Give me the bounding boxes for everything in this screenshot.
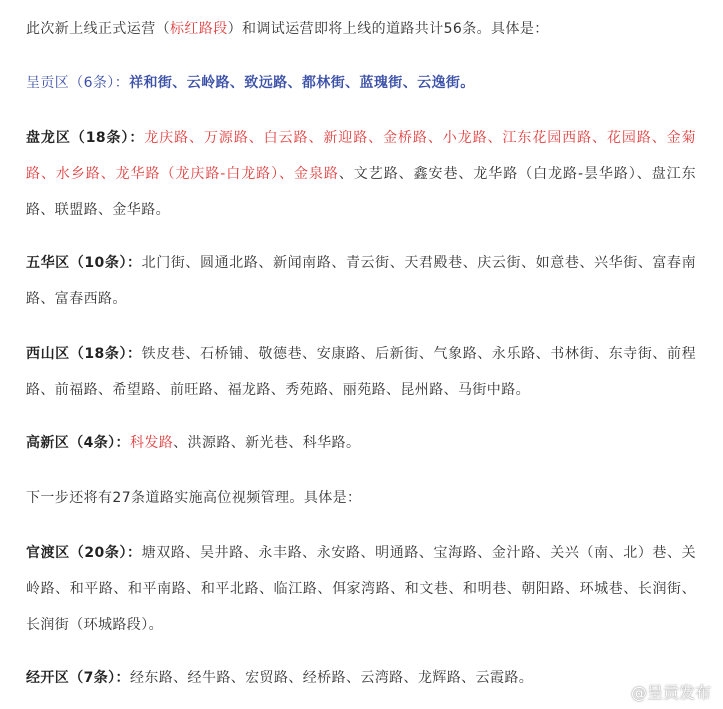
intro-paragraph: [26, 11, 696, 47]
wuhua-roads: 北门街、圆通北路、新闻南路、青云街、天君殿巷、庆云街、如意巷、兴华街、富春南路、富春西路。: [26, 255, 696, 307]
guandu-label: 官渡区（20条）：: [26, 545, 142, 561]
guandu-paragraph: [26, 535, 696, 643]
intro-prefix: 此次新上线正式运营（: [26, 21, 170, 37]
next-step-text: 下一步还将有27条道路实施高位视频管理。具体是：: [26, 490, 362, 506]
xishan-paragraph: [26, 336, 696, 408]
xishan-label: 西山区（18条）：: [26, 346, 142, 362]
chenggong-label: 呈贡区（6条）：: [26, 75, 130, 91]
intro-suffix: ）和调试运营即将上线的道路共计56条。具体是：: [227, 21, 549, 37]
guandu-roads: 塘双路、吴井路、永丰路、永安路、明通路、宝海路、金汁路、关兴（南、北）巷、关岭路、和平路、和平南路、和平北路、临江路、佴家湾路、和文巷、和明巷、朝阳路、环城巷、长润街、长润街（环城路段）。: [26, 545, 696, 633]
weibo-watermark: [599, 680, 711, 703]
intro-red-note: 标红路段: [170, 21, 228, 37]
wuhua-paragraph: [26, 245, 696, 317]
xishan-roads: 铁皮巷、石桥铺、敬德巷、安康路、后新街、气象路、永乐路、书林街、东寺街、前程路、前福路、希望路、前旺路、福龙路、秀苑路、丽苑路、昆州路、马街中路。: [26, 346, 696, 398]
wuhua-label: 五华区（10条）：: [26, 255, 142, 271]
chenggong-roads: 祥和街、云岭路、致远路、都林街、蓝瑰街、云逸街。: [129, 75, 475, 91]
gaoxin-label: 高新区（4条）：: [26, 435, 130, 451]
panlong-other-roads: 、文艺路、鑫安巷、龙华路（白龙路-昙华路）、盘江东路、联盟路、金华路。: [26, 166, 696, 218]
next-step-paragraph: [26, 480, 696, 516]
panlong-paragraph: [26, 120, 696, 228]
panlong-label: 盘龙区（18条）：: [26, 130, 145, 146]
gaoxin-other-roads: 、洪源路、新光巷、科华路。: [173, 435, 361, 451]
jingkai-roads: 经东路、经牛路、宏贸路、经桥路、云湾路、龙辉路、云霞路。: [129, 670, 534, 686]
jingkai-label: 经开区（7条）：: [26, 670, 130, 686]
jingkai-paragraph: [26, 660, 696, 696]
weibo-icon: [599, 681, 625, 703]
chenggong-paragraph: [26, 65, 696, 101]
watermark-text: @呈贡发布: [630, 683, 711, 702]
gaoxin-paragraph: [26, 425, 696, 461]
panlong-red-roads: 龙庆路、万源路、白云路、新迎路、金桥路、小龙路、江东花园西路、花园路、金菊路、水乡路、龙华路（龙庆路-白龙路）、金泉路: [26, 130, 696, 182]
gaoxin-red-road: 科发路: [129, 435, 174, 451]
